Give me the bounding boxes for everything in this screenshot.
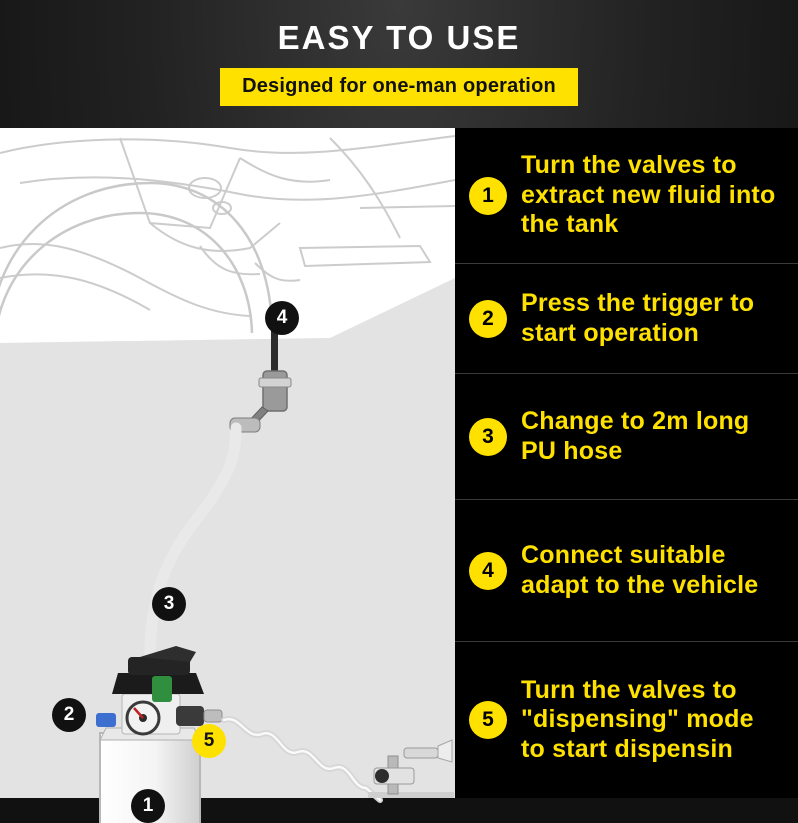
step-text-2: Press the trigger to start operation bbox=[521, 289, 755, 347]
illustration-marker-5: 5 bbox=[192, 724, 226, 758]
step-badge-3: 3 bbox=[469, 418, 507, 456]
step-text-3: Change to 2m long PU hose bbox=[521, 407, 750, 465]
page-title: EASY TO USE bbox=[277, 19, 521, 56]
illustration-marker-4: 4 bbox=[265, 301, 299, 335]
step-text-4: Connect suitable adapt to the vehicle bbox=[521, 541, 759, 599]
step-item-4 bbox=[455, 500, 798, 642]
illustration-marker-3: 3 bbox=[152, 587, 186, 621]
step-badge-2: 2 bbox=[469, 300, 507, 338]
header bbox=[0, 0, 798, 128]
step-item-3 bbox=[455, 374, 798, 500]
steps-panel bbox=[455, 128, 798, 798]
step-text-1: Turn the valves to extract new fluid into the tank bbox=[521, 151, 776, 239]
step-item-2 bbox=[455, 264, 798, 374]
body bbox=[0, 128, 798, 816]
step-badge-1: 1 bbox=[469, 177, 507, 215]
step-badge-4: 4 bbox=[469, 552, 507, 590]
illustration-marker-2: 2 bbox=[52, 698, 86, 732]
step-item-1 bbox=[455, 128, 798, 264]
subtitle-badge: Designed for one-man operation bbox=[220, 68, 578, 106]
step-text-5: Turn the valves to "dispensing" mode to start dispensin bbox=[521, 675, 754, 763]
step-item-5 bbox=[455, 642, 798, 798]
step-badge-5: 5 bbox=[469, 701, 507, 739]
illustration-marker-1: 1 bbox=[131, 789, 165, 823]
illustration-panel bbox=[0, 128, 455, 816]
